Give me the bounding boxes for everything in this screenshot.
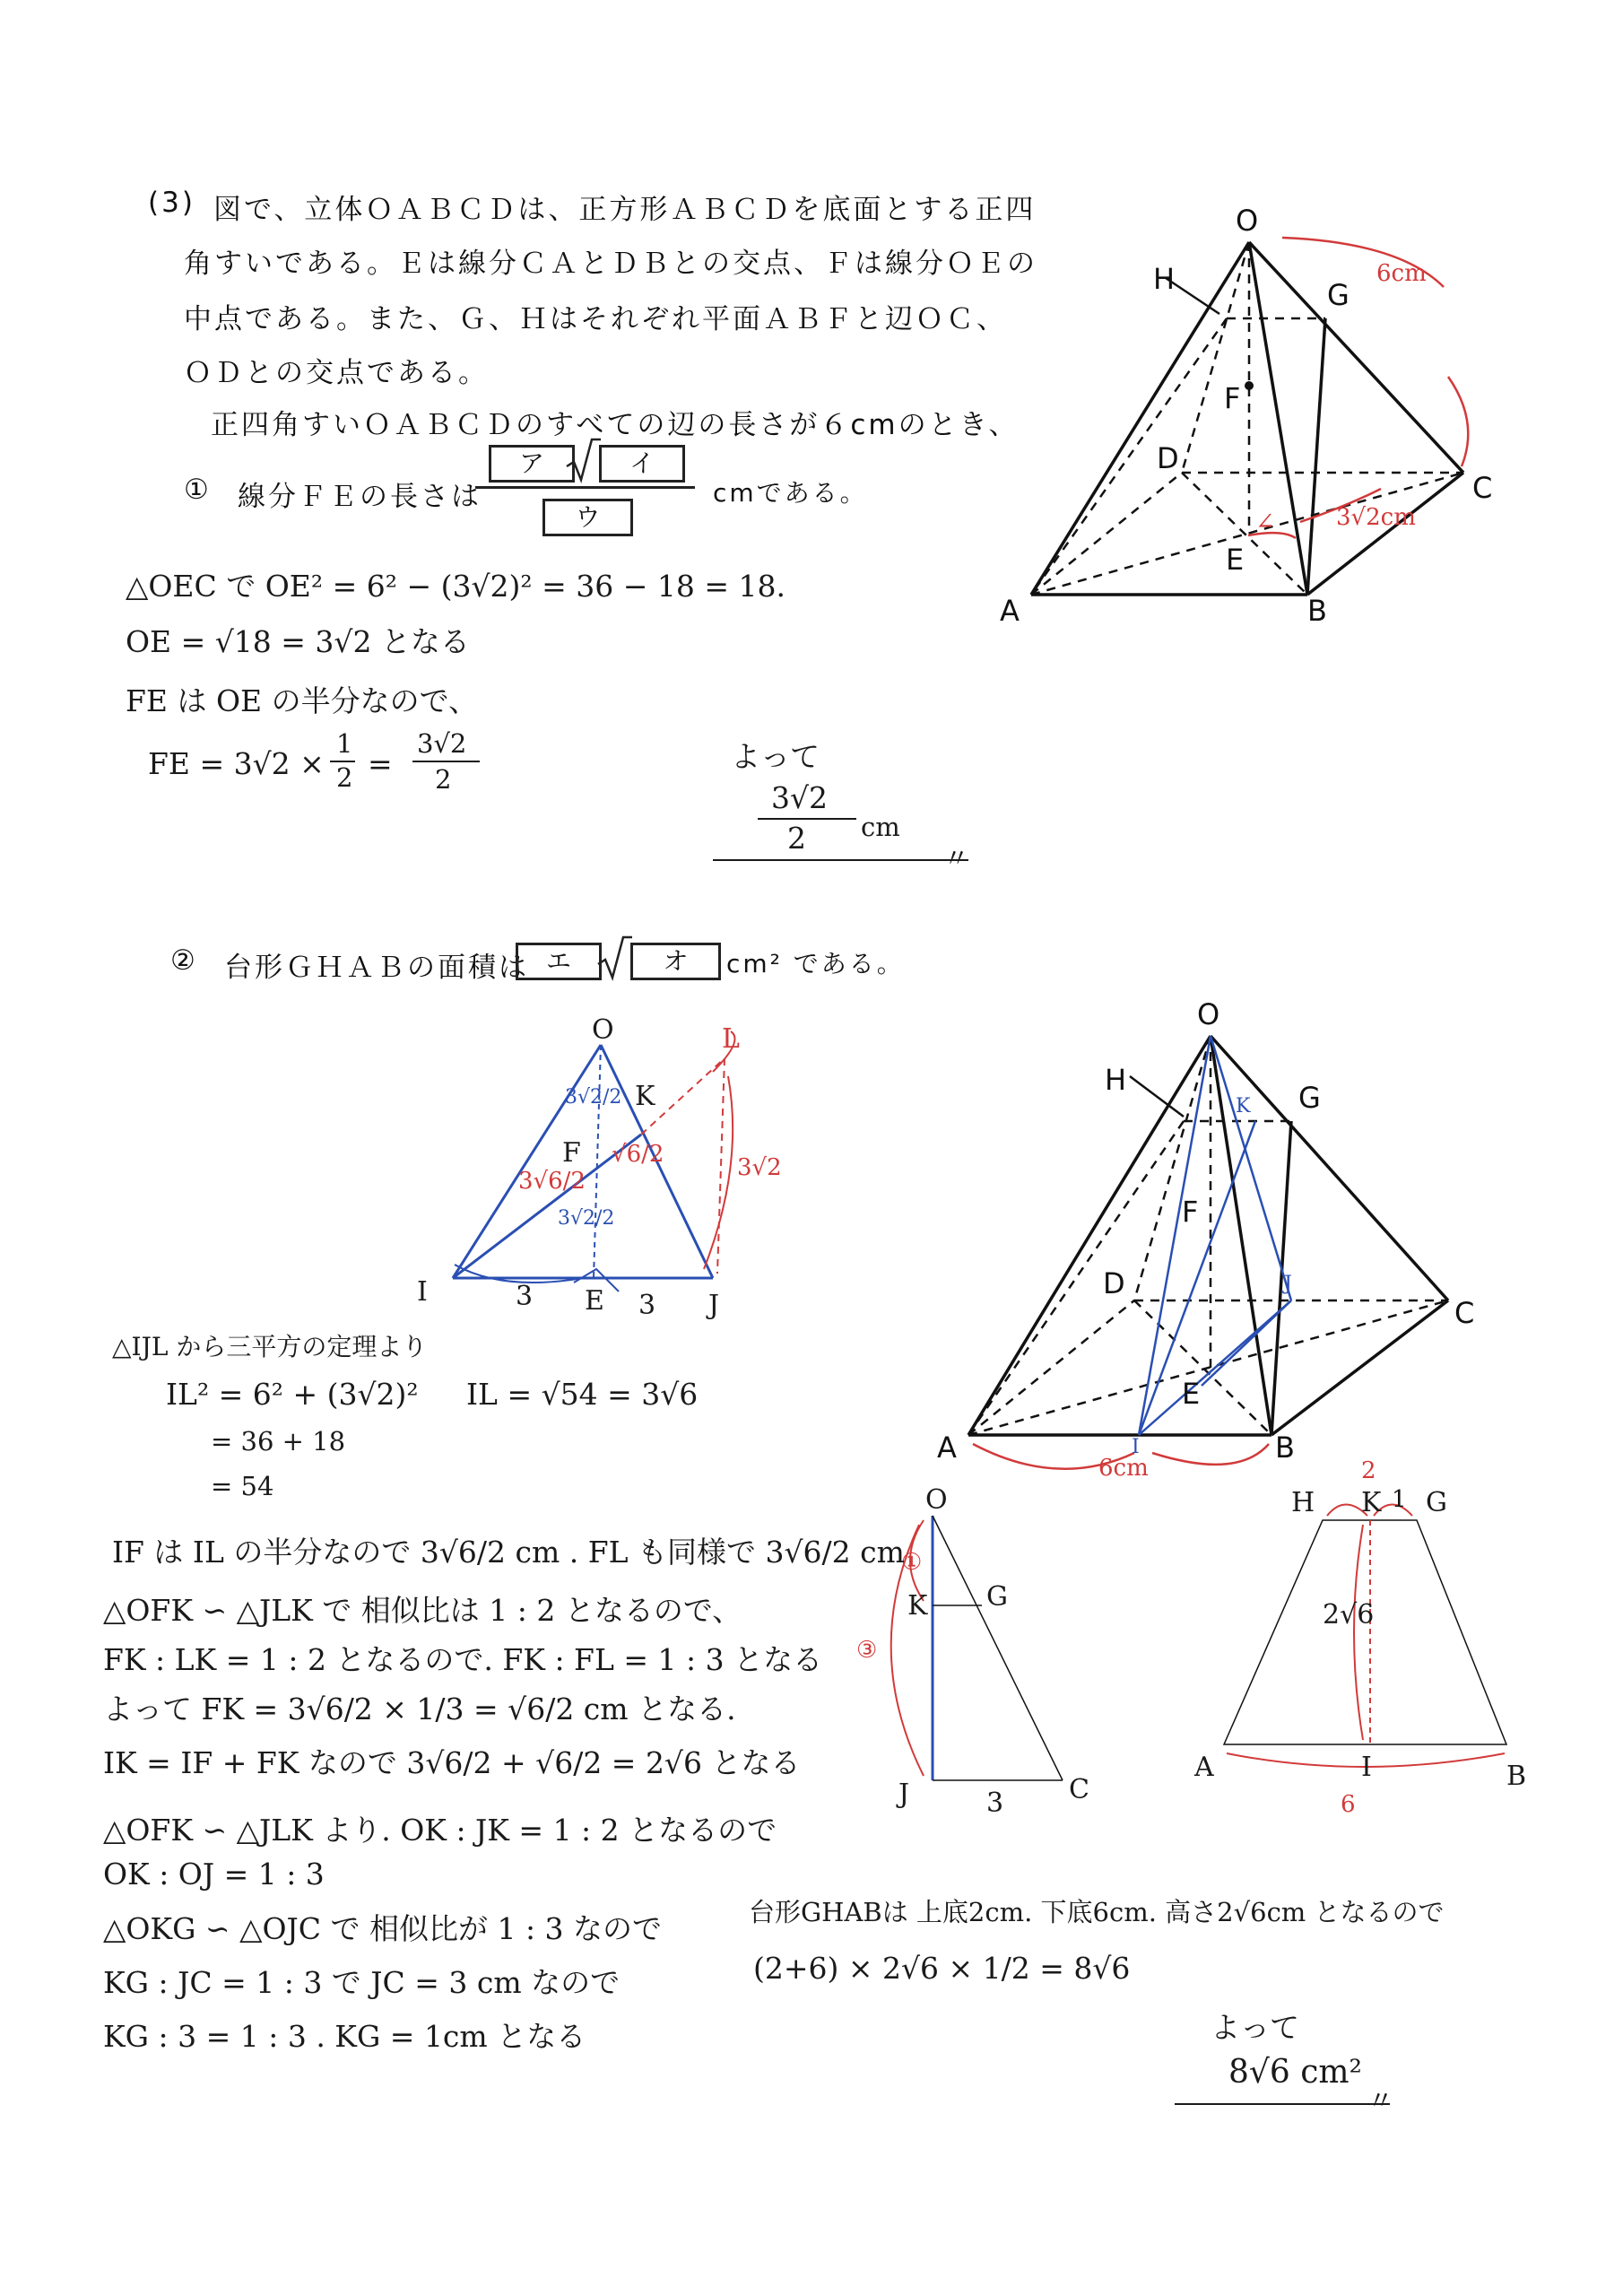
f5-label-B: B — [1506, 1761, 1527, 1792]
f2-label-O: O — [592, 1014, 614, 1046]
sol2-line-9: IK = IF + FK なので 3√6/2 + √6/2 = 2√6 となる — [103, 1745, 801, 1780]
q2-unit: cm² である。 — [726, 949, 905, 978]
figure-trapezoid — [1184, 1453, 1542, 1830]
sol2-line-2b: IL = √54 = 3√6 — [466, 1377, 699, 1412]
fraction-bar — [475, 486, 695, 489]
f2-label-J: J — [708, 1290, 720, 1321]
sol2-line-4: = 54 — [211, 1471, 274, 1501]
f2-label-F: F — [562, 1137, 581, 1169]
f3-label-B: B — [1275, 1431, 1295, 1465]
red-6cm: 6cm — [1376, 260, 1427, 287]
sol1-line-3: FE は OE の半分なので、 — [126, 683, 478, 718]
sol1-result-den: 2 — [435, 764, 452, 795]
f3-label-F: F — [1182, 1195, 1199, 1229]
sol1-half-den: 2 — [336, 762, 353, 793]
sol2-line-12: △OKG ∽ △OJC で 相似比が 1 : 3 なので — [103, 1911, 663, 1946]
problem-line-2: 角すいである。Ｅは線分ＣＡとＤＢとの交点、Ｆは線分ＯＥの — [184, 248, 1037, 280]
f3-label-D: D — [1103, 1266, 1125, 1300]
problem-line-1: 図で、立体ＯＡＢＣＤは、正方形ＡＢＣＤを底面とする正四 — [213, 194, 1037, 226]
f4-label-C: C — [1069, 1774, 1089, 1805]
sol2-line-5: IF は IL の半分なので 3√6/2 cm . FL も同様で 3√6/2 cm — [112, 1535, 905, 1570]
f3-label-I: I — [1132, 1436, 1140, 1458]
sol2-line-2: IL² = 6² + (3√2)² — [166, 1377, 419, 1412]
f5-height: 2√6 — [1323, 1599, 1375, 1631]
f3-label-O: O — [1197, 997, 1220, 1031]
f2-ok-len: 3√2/2 — [565, 1086, 622, 1109]
problem-line-5: 正四角すいＯＡＢＣＤのすべての辺の長さが６cmのとき、 — [211, 409, 1020, 441]
figure-pyramid-1 — [986, 197, 1524, 646]
sol1-answer-bar — [758, 818, 856, 820]
sol2-line-1: △IJL から三平方の定理より — [112, 1332, 428, 1361]
sqrt-sign-2 — [596, 933, 632, 982]
sol1-half-num: 1 — [336, 728, 353, 759]
f4-label-J: J — [898, 1779, 910, 1810]
sol1-line-4-eq: = — [368, 746, 393, 781]
label-O: O — [1236, 204, 1259, 238]
f2-fk-len: √6/2 — [612, 1141, 664, 1168]
sol1-result-bar — [412, 761, 480, 762]
q1-marker: ① — [184, 474, 212, 506]
f3-label-A: A — [937, 1431, 957, 1465]
q2-marker: ② — [170, 944, 198, 977]
sol1-line-2: OE = √18 = 3√2 となる — [126, 624, 470, 659]
f5-top-2: 2 — [1361, 1457, 1376, 1484]
sol1-yotte: よって — [731, 739, 820, 774]
sol1-end-mark: 〃 — [943, 843, 970, 874]
q1-unit: cmである。 — [713, 478, 868, 508]
sol1-answer-den: 2 — [787, 821, 806, 856]
answer-box-o[interactable]: オ — [630, 943, 721, 980]
label-C: C — [1472, 471, 1493, 505]
answer-box-e[interactable]: エ — [516, 943, 602, 980]
sol2-end-mark: 〃 — [1367, 2085, 1394, 2116]
answer-box-u[interactable]: ウ — [542, 499, 633, 536]
f4-label-K: K — [907, 1590, 928, 1622]
f3-label-E: E — [1182, 1377, 1201, 1411]
f2-if-len: 3√6/2 — [518, 1168, 586, 1195]
f3-label-H: H — [1105, 1063, 1127, 1097]
problem-line-3: 中点である。また、Ｇ、Ｈはそれぞれ平面ＡＢＦと辺ＯＣ、 — [184, 303, 1007, 335]
f3-label-G: G — [1298, 1081, 1321, 1115]
f5-label-A: A — [1194, 1752, 1214, 1783]
f3-label-C: C — [1454, 1296, 1475, 1330]
sol2-right-2: (2+6) × 2√6 × 1/2 = 8√6 — [753, 1951, 1131, 1986]
q2-text: 台形ＧＨＡＢの面積は — [224, 952, 529, 984]
sol2-yotte: よって — [1211, 2010, 1299, 2045]
sol1-answer-unit: cm — [861, 812, 900, 842]
label-A: A — [1000, 594, 1020, 628]
figure-pyramid-2 — [924, 996, 1542, 1489]
f2-ej-len: 3 — [638, 1290, 656, 1321]
sol1-underline — [713, 859, 968, 861]
label-H: H — [1153, 262, 1176, 296]
sol2-line-10: △OFK ∽ △JLK より. OK : JK = 1 : 2 となるので — [103, 1813, 777, 1848]
f4-ratio-3: ③ — [856, 1637, 878, 1664]
figure-triangle-oij — [404, 1004, 807, 1336]
label-B: B — [1307, 594, 1327, 628]
sqrt-sign — [565, 435, 601, 484]
label-G: G — [1327, 278, 1350, 312]
sol2-underline — [1175, 2103, 1390, 2105]
red-angle: ∠ — [1255, 509, 1275, 535]
problem-number: (3) — [148, 187, 195, 219]
f5-bottom-6: 6 — [1341, 1791, 1356, 1818]
f2-label-L: L — [722, 1023, 740, 1055]
f4-label-O: O — [925, 1484, 948, 1516]
sol2-line-6: △OFK ∽ △JLK で 相似比は 1 : 2 となるので、 — [103, 1593, 742, 1628]
f5-top-1: 1 — [1392, 1486, 1407, 1513]
f4-ratio-1: ① — [901, 1549, 923, 1576]
f2-label-K: K — [635, 1081, 655, 1112]
sol1-result-num: 3√2 — [417, 728, 467, 759]
f2-fe-len: 3√2/2 — [558, 1207, 615, 1230]
label-D: D — [1157, 441, 1179, 475]
f5-label-I: I — [1361, 1752, 1372, 1783]
q1-text: 線分ＦＥの長さは — [238, 481, 482, 513]
f4-label-G: G — [986, 1581, 1008, 1613]
f3-label-J: J — [1284, 1273, 1292, 1295]
sol2-answer: 8√6 cm² — [1228, 2054, 1362, 2091]
sol2-right-1: 台形GHABは 上底2cm. 下底6cm. 高さ2√6cm となるので — [749, 1897, 1445, 1927]
sol1-answer-num: 3√2 — [771, 780, 829, 815]
label-E: E — [1226, 543, 1245, 577]
f2-ie-len: 3 — [516, 1281, 534, 1312]
f5-label-K: K — [1361, 1487, 1382, 1518]
sol2-line-14: KG : 3 = 1 : 3 . KG = 1cm となる — [103, 2019, 586, 2054]
problem-line-4: ＯＤとの交点である。 — [184, 357, 489, 389]
sol1-line-4: FE = 3√2 × — [148, 746, 325, 781]
sol2-line-13: KG : JC = 1 : 3 で JC = 3 cm なので — [103, 1965, 621, 2000]
f2-label-E: E — [585, 1285, 604, 1317]
sol2-line-11: OK : OJ = 1 : 3 — [103, 1857, 325, 1892]
answer-box-a[interactable]: ア — [489, 445, 575, 483]
label-F: F — [1224, 381, 1241, 415]
f2-label-I: I — [417, 1276, 428, 1308]
answer-box-i[interactable]: イ — [599, 445, 685, 483]
f5-label-H: H — [1291, 1487, 1315, 1518]
sol2-line-3: = 36 + 18 — [211, 1426, 346, 1457]
f3-label-K: K — [1236, 1095, 1251, 1118]
sol2-line-7: FK : LK = 1 : 2 となるので. FK : FL = 1 : 3 となる — [103, 1642, 823, 1677]
f2-jl-len: 3√2 — [737, 1154, 782, 1181]
f5-label-G: G — [1426, 1487, 1447, 1518]
sol1-line-1: △OEC で OE² = 6² − (3√2)² = 36 − 18 = 18. — [126, 569, 785, 604]
red-3r2cm: 3√2cm — [1336, 504, 1416, 531]
f4-len-3: 3 — [986, 1787, 1004, 1819]
sol2-line-8: よって FK = 3√6/2 × 1/3 = √6/2 cm となる. — [103, 1692, 736, 1726]
f3-red-6cm: 6cm — [1098, 1455, 1149, 1482]
